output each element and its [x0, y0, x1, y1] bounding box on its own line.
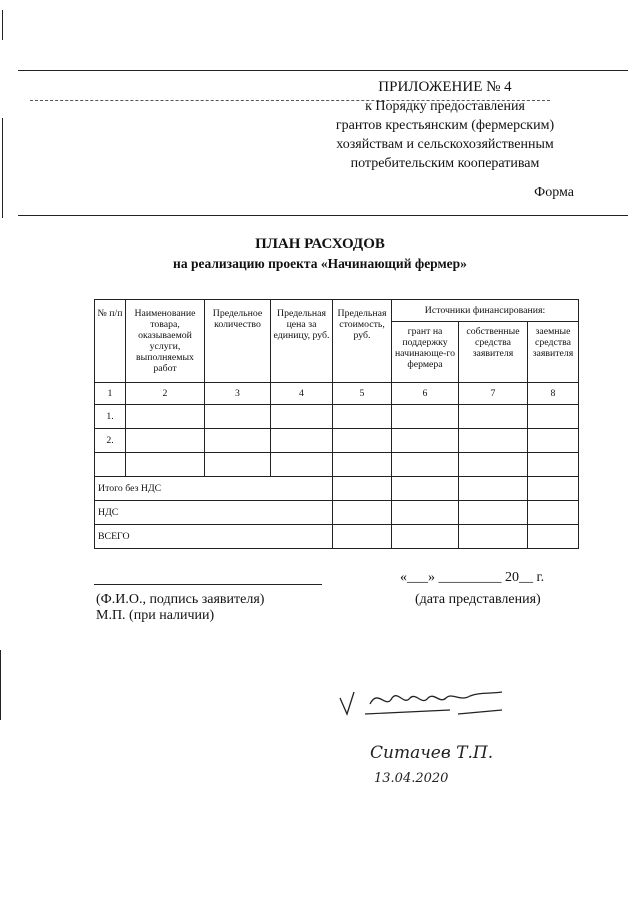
signature-label: (Ф.И.О., подпись заявителя): [96, 592, 265, 607]
left-margin-mark: [2, 10, 3, 40]
table-cell[interactable]: [459, 405, 528, 429]
table-cell[interactable]: [392, 453, 459, 477]
appendix-title: ПРИЛОЖЕНИЕ № 4: [378, 79, 512, 95]
table-cell[interactable]: [459, 429, 528, 453]
table-cell[interactable]: [205, 405, 271, 429]
table-row: [95, 429, 579, 453]
table-cell[interactable]: [126, 405, 205, 429]
header-sources: Источники финансирования:: [392, 300, 579, 322]
row-number: 2.: [95, 429, 126, 453]
table-cell[interactable]: [333, 525, 392, 549]
handwritten-date-annotation: [370, 762, 510, 792]
table-cell[interactable]: [528, 501, 579, 525]
total-without-vat-label: Итого без НДС: [95, 477, 333, 501]
table-cell[interactable]: [333, 501, 392, 525]
appendix-line-1: к Порядку предоставления: [365, 99, 525, 114]
table-cell[interactable]: [459, 453, 528, 477]
col-number: 5: [333, 383, 392, 405]
header-qty: Предельное количество: [205, 300, 271, 383]
table-cell[interactable]: [528, 453, 579, 477]
table-cell[interactable]: [271, 405, 333, 429]
col-number: 1: [95, 383, 126, 405]
table-cell[interactable]: [459, 477, 528, 501]
table-cell[interactable]: [126, 453, 205, 477]
document-subtitle: на реализацию проекта «Начинающий фермер»: [173, 256, 467, 271]
handwritten-name: Ситачев Т.П.: [370, 743, 494, 763]
header-name: Наименование товара, оказываемой услуги, выполняемых работ: [126, 300, 205, 383]
grand-total-label: ВСЕГО: [95, 525, 333, 549]
vat-label: НДС: [95, 501, 333, 525]
signature-line: [94, 584, 322, 585]
handwritten-date: 13.04.2020: [374, 771, 449, 786]
header-price: Предельная цена за единицу, руб.: [271, 300, 333, 383]
table-cell[interactable]: [392, 429, 459, 453]
table-cell[interactable]: [528, 429, 579, 453]
table-cell[interactable]: [392, 405, 459, 429]
left-margin-mark-3: [0, 650, 1, 720]
table-cell[interactable]: [528, 525, 579, 549]
header-grant: грант на поддержку начинающе-го фермера: [392, 322, 459, 383]
col-number: 7: [459, 383, 528, 405]
total-row: [95, 477, 579, 501]
row-number: [95, 453, 126, 477]
appendix-block: [330, 78, 560, 173]
table-cell[interactable]: [392, 477, 459, 501]
table-cell[interactable]: [271, 453, 333, 477]
table-cell[interactable]: [333, 453, 392, 477]
section-divider-line: [18, 215, 628, 216]
table-cell[interactable]: [205, 429, 271, 453]
date-label: (дата представления): [415, 592, 541, 607]
col-number: 2: [126, 383, 205, 405]
header-num: № п/п: [95, 300, 126, 383]
table-cell[interactable]: [392, 525, 459, 549]
table-cell[interactable]: [126, 429, 205, 453]
table-cell[interactable]: [333, 477, 392, 501]
col-number: 6: [392, 383, 459, 405]
table-header-row: [95, 300, 579, 322]
header-loan: заемные средства заявителя: [528, 322, 579, 383]
expense-plan-table: [94, 299, 579, 549]
table-cell[interactable]: [528, 405, 579, 429]
table-cell[interactable]: [528, 477, 579, 501]
table-cell[interactable]: [333, 405, 392, 429]
vat-row: [95, 501, 579, 525]
col-number: 3: [205, 383, 271, 405]
table-cell[interactable]: [271, 429, 333, 453]
appendix-line-3: хозяйствам и сельскохозяйственным: [336, 137, 554, 152]
form-label: Форма: [534, 185, 574, 200]
table-cell[interactable]: [392, 501, 459, 525]
appendix-line-2: грантов крестьянским (фермерским): [335, 118, 555, 133]
column-number-row: [95, 383, 579, 405]
table-cell[interactable]: [333, 429, 392, 453]
stamp-label: М.П. (при наличии): [96, 608, 215, 623]
col-number: 4: [271, 383, 333, 405]
appendix-line-4: потребительским кооперативам: [350, 156, 540, 171]
table-cell[interactable]: [459, 525, 528, 549]
left-margin-mark-2: [2, 118, 3, 218]
table-cell[interactable]: [459, 501, 528, 525]
table-row: [95, 405, 579, 429]
date-field[interactable]: «___» _________ 20__ г.: [400, 570, 545, 585]
header-own: собственные средства заявителя: [459, 322, 528, 383]
header-cost: Предельная стоимость, руб.: [333, 300, 392, 383]
table-cell[interactable]: [205, 453, 271, 477]
grand-total-row: [95, 525, 579, 549]
document-title: ПЛАН РАСХОДОВ: [255, 236, 385, 252]
table-row: [95, 453, 579, 477]
col-number: 8: [528, 383, 579, 405]
row-number: 1.: [95, 405, 126, 429]
top-border-line: [18, 70, 628, 71]
